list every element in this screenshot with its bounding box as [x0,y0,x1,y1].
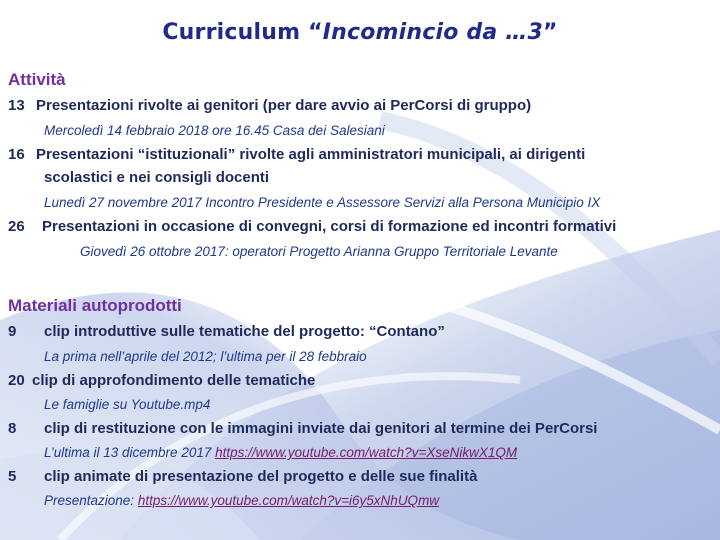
material-item [8,323,445,340]
activity-text: Presentazioni in occasione di convegni, corsi di formazione ed incontri formativi [42,218,617,235]
material-detail-text: L’ultima il 13 dicembre 2017 [44,445,216,460]
activities-heading: Attività [8,70,66,89]
material-detail-text: Presentazione: [44,493,138,508]
material-number: 5 [8,468,17,485]
activity-text: Presentazioni rivolte ai genitori (per dare avvio ai PerCorsi di gruppo) [36,97,532,114]
material-number: 20 [8,372,25,389]
title-end: ” [542,20,558,45]
material-text: clip introduttive sulle tematiche del progetto: “Contano” [44,323,445,340]
title-italic: Incomincio da …3 [322,20,543,45]
activity-detail: Giovedì 26 ottobre 2017: operatori Progetto Arianna Gruppo Territoriale Levante [80,244,558,259]
activity-item [8,97,531,114]
activity-detail: Lunedì 27 novembre 2017 Incontro Presidente e Assessore Servizi alla Persona Municipio IX [44,195,601,210]
material-item [8,468,477,485]
activity-item [8,218,616,235]
activity-item [8,146,585,163]
materials-heading: Materiali autoprodotti [8,296,182,315]
title-main: Curriculum “ [162,20,323,45]
material-item [8,420,597,437]
activity-number: 16 [8,146,25,163]
material-number: 9 [8,323,17,340]
youtube-link[interactable]: https://www.youtube.com/watch?v=i6y5xNhUQmw [137,493,440,508]
activity-detail: Mercoledì 14 febbraio 2018 ore 16.45 Casa dei Salesiani [44,123,385,138]
material-item [8,372,315,389]
material-number: 8 [8,420,17,437]
activity-number: 13 [8,97,25,114]
material-text: clip di restituzione con le immagini inviate dai genitori al termine dei PerCorsi [44,420,598,437]
material-detail: Le famiglie su Youtube.mp4 [44,397,211,412]
youtube-link[interactable]: https://www.youtube.com/watch?v=XseNikwX1QM [215,445,518,460]
material-detail: La prima nell’aprile del 2012; l’ultima per il 28 febbraio [44,349,367,364]
material-detail [44,445,517,460]
activity-text-continued: scolastici e nei consigli docenti [44,169,270,186]
activity-text: Presentazioni “istituzionali” rivolte agli amministratori municipali, ai dirigenti [36,146,586,163]
material-detail [44,493,439,508]
material-text: clip animate di presentazione del progetto e delle sue finalità [44,468,478,485]
slide-title [0,20,720,45]
activity-number: 26 [8,218,25,235]
material-text: clip di approfondimento delle tematiche [32,372,316,389]
